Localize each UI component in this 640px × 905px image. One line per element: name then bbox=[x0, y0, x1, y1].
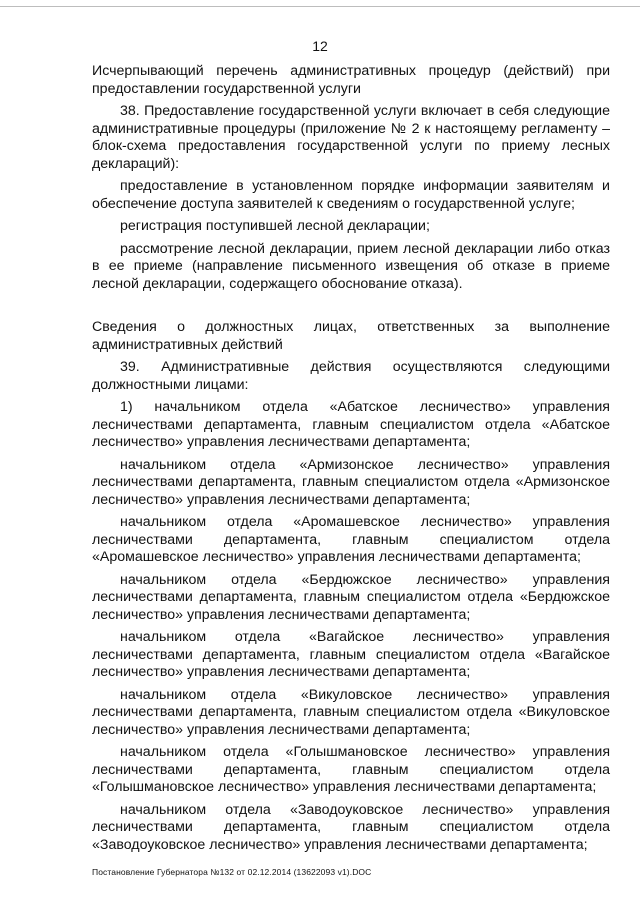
official-item: начальником отдела «Аромашевское лесничество» управления лесничествами департамента, главным специалистом отдела «Аромашевское лесничество» управления лесничествами департамента; bbox=[92, 514, 610, 565]
section-heading-procedures: Исчерпывающий перечень административных процедур (действий) при предоставлении государственной услуги bbox=[92, 63, 610, 97]
paragraph-39: 39. Административные действия осуществляются следующими должностными лицами: bbox=[92, 359, 610, 393]
official-item: начальником отдела «Голышмановское лесничество» управления лесничествами департамента, главным специалистом отдела «Голышмановское лесничество» управления лесничествами департамента; bbox=[92, 744, 610, 795]
procedure-item-3: рассмотрение лесной декларации, прием лесной декларации либо отказ в ее приеме (направление письменного извещения об отказе в приеме лесной декларации, содержащего обоснование отказа). bbox=[92, 240, 610, 292]
official-item: начальником отдела «Вагайское лесничество» управления лесничествами департамента, главным специалистом отдела «Вагайское лесничество» управления лесничествами департамента; bbox=[92, 629, 610, 680]
top-rule bbox=[0, 6, 640, 7]
official-item: начальником отдела «Армизонское лесничество» управления лесничествами департамента, главным специалистом отдела «Армизонское лесничество» управления лесничествами департамента; bbox=[92, 456, 610, 508]
page-number: 12 bbox=[312, 38, 328, 54]
official-item: начальником отдела «Заводоуковское лесничество» управления лесничествами департамента, главным специалистом отдела «Заводоуковское лесничество» управления лесничествами департамента; bbox=[92, 801, 610, 853]
document-body bbox=[92, 63, 610, 854]
official-item: начальником отдела «Викуловское лесничество» управления лесничествами департамента, главным специалистом отдела «Викуловское лесничество» управления лесничествами департамента; bbox=[92, 686, 610, 738]
official-item: 1) начальником отдела «Абатское лесничество» управления лесничествами департамента, главным специалистом отдела «Абатское лесничество» управления лесничествами департамента; bbox=[92, 399, 610, 450]
section-heading-officials: Сведения о должностных лицах, ответственных за выполнение административных действий bbox=[92, 319, 610, 353]
procedure-item-2: регистрация поступившей лесной декларации; bbox=[120, 218, 430, 234]
paragraph-38: 38. Предоставление государственной услуги включает в себя следующие административные процедуры (приложение № 2 к настоящему регламенту – блок-схема предоставления государственной услуги по приему лесных деклараций): bbox=[92, 103, 610, 172]
procedure-item-1: предоставление в установленном порядке информации заявителям и обеспечение доступа заявителей к сведениям о государственной услуге; bbox=[92, 178, 610, 212]
footer-filename: Постановление Губернатора №132 от 02.12.2014 (13622093 v1).DOC bbox=[92, 867, 372, 877]
official-item: начальником отдела «Бердюжское лесничество» управления лесничествами департамента, главным специалистом отдела «Бердюжское лесничество» управления лесничествами департамента; bbox=[92, 571, 610, 623]
